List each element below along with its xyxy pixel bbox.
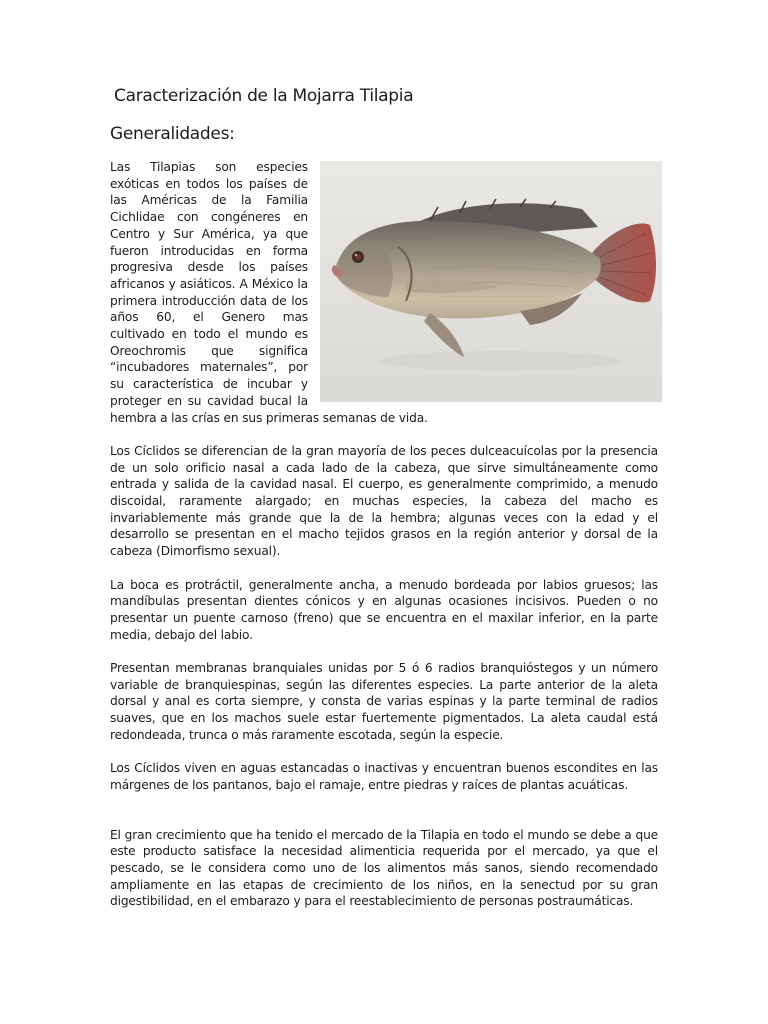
paragraph-2: Los Cíclidos se diferencian de la gran mayoría de los peces dulceacuícolas por la presencia de un solo orificio nasal a cada lado de la cabeza, que sirve simultáneamente como entrada y salida de la cavidad nasal. El cuerpo, es generalmente comprimido, a menudo discoidal, raramente alargado; en muchas especies, la cabeza del macho es invariablemente más grande que la de la hembra; algunas veces con la edad y el desarrollo se presentan en el macho tejidos grasos en la región anterior y dorsal de la cabeza (Dimorfismo sexual).	[110, 443, 658, 559]
paragraph-4: Presentan membranas branquiales unidas por 5 ó 6 radios branquióstegos y un número variable de branquiespinas, según las diferentes especies. La parte anterior de la aleta dorsal y anal es corta siempre, y consta de varias espinas y la parte terminal de radios suaves, que en los machos suele estar fuertemente pigmentados. La aleta caudal está redondeada, trunca o más raramente escotada, según la especie.	[110, 661, 658, 742]
section-heading: Generalidades:	[110, 124, 235, 144]
document-title: Caracterización de la Mojarra Tilapia	[114, 86, 414, 106]
paragraph-5: Los Cíclidos viven en aguas estancadas o inactivas y encuentran buenos escondites en las márgenes de los pantanos, bajo el ramaje, entre piedras y raíces de plantas acuáticas.	[110, 761, 658, 792]
paragraph-6: El gran crecimiento que ha tenido el mercado de la Tilapia en todo el mundo se debe a que este producto satisface la necesidad alimenticia requerida por el mercado, ya que el pescado, se le considera como uno de los alimentos más sanos, siendo recomendado ampliamente en las etapas de crecimiento de los niños, en la senectud por su gran digestibilidad, en el embarazo y para el reestablecimiento de personas postraumáticas.	[110, 827, 658, 909]
tilapia-fish-photo	[320, 161, 662, 402]
document-body	[110, 159, 658, 927]
paragraph-3: La boca es protráctil, generalmente ancha, a menudo bordeada por labios gruesos; las mandíbulas presentan dientes cónicos y en algunas ocasiones incisivos. Pueden o no presentar un puente carnoso (freno) que se encuentra en el maxilar inferior, en la parte media, debajo del labio.	[110, 577, 658, 642]
fish-illustration-icon	[320, 161, 662, 402]
paragraph-1: Las Tilapias son especies exóticas en todos los países de las Américas de la Familia Cichlidae con congéneres en Centro y Sur América, ya que fueron introducidas en forma progresiva desde los países africanos y asiáticos. A México la primera introducción data de los años 60, el Genero mas cultivado en todo el mundo es Oreochromis que significa “incubadores maternales”, por su característica de incubar y proteger en su cavidad bucal la hembra a las crías en sus primeras semanas de vida.	[110, 160, 428, 425]
